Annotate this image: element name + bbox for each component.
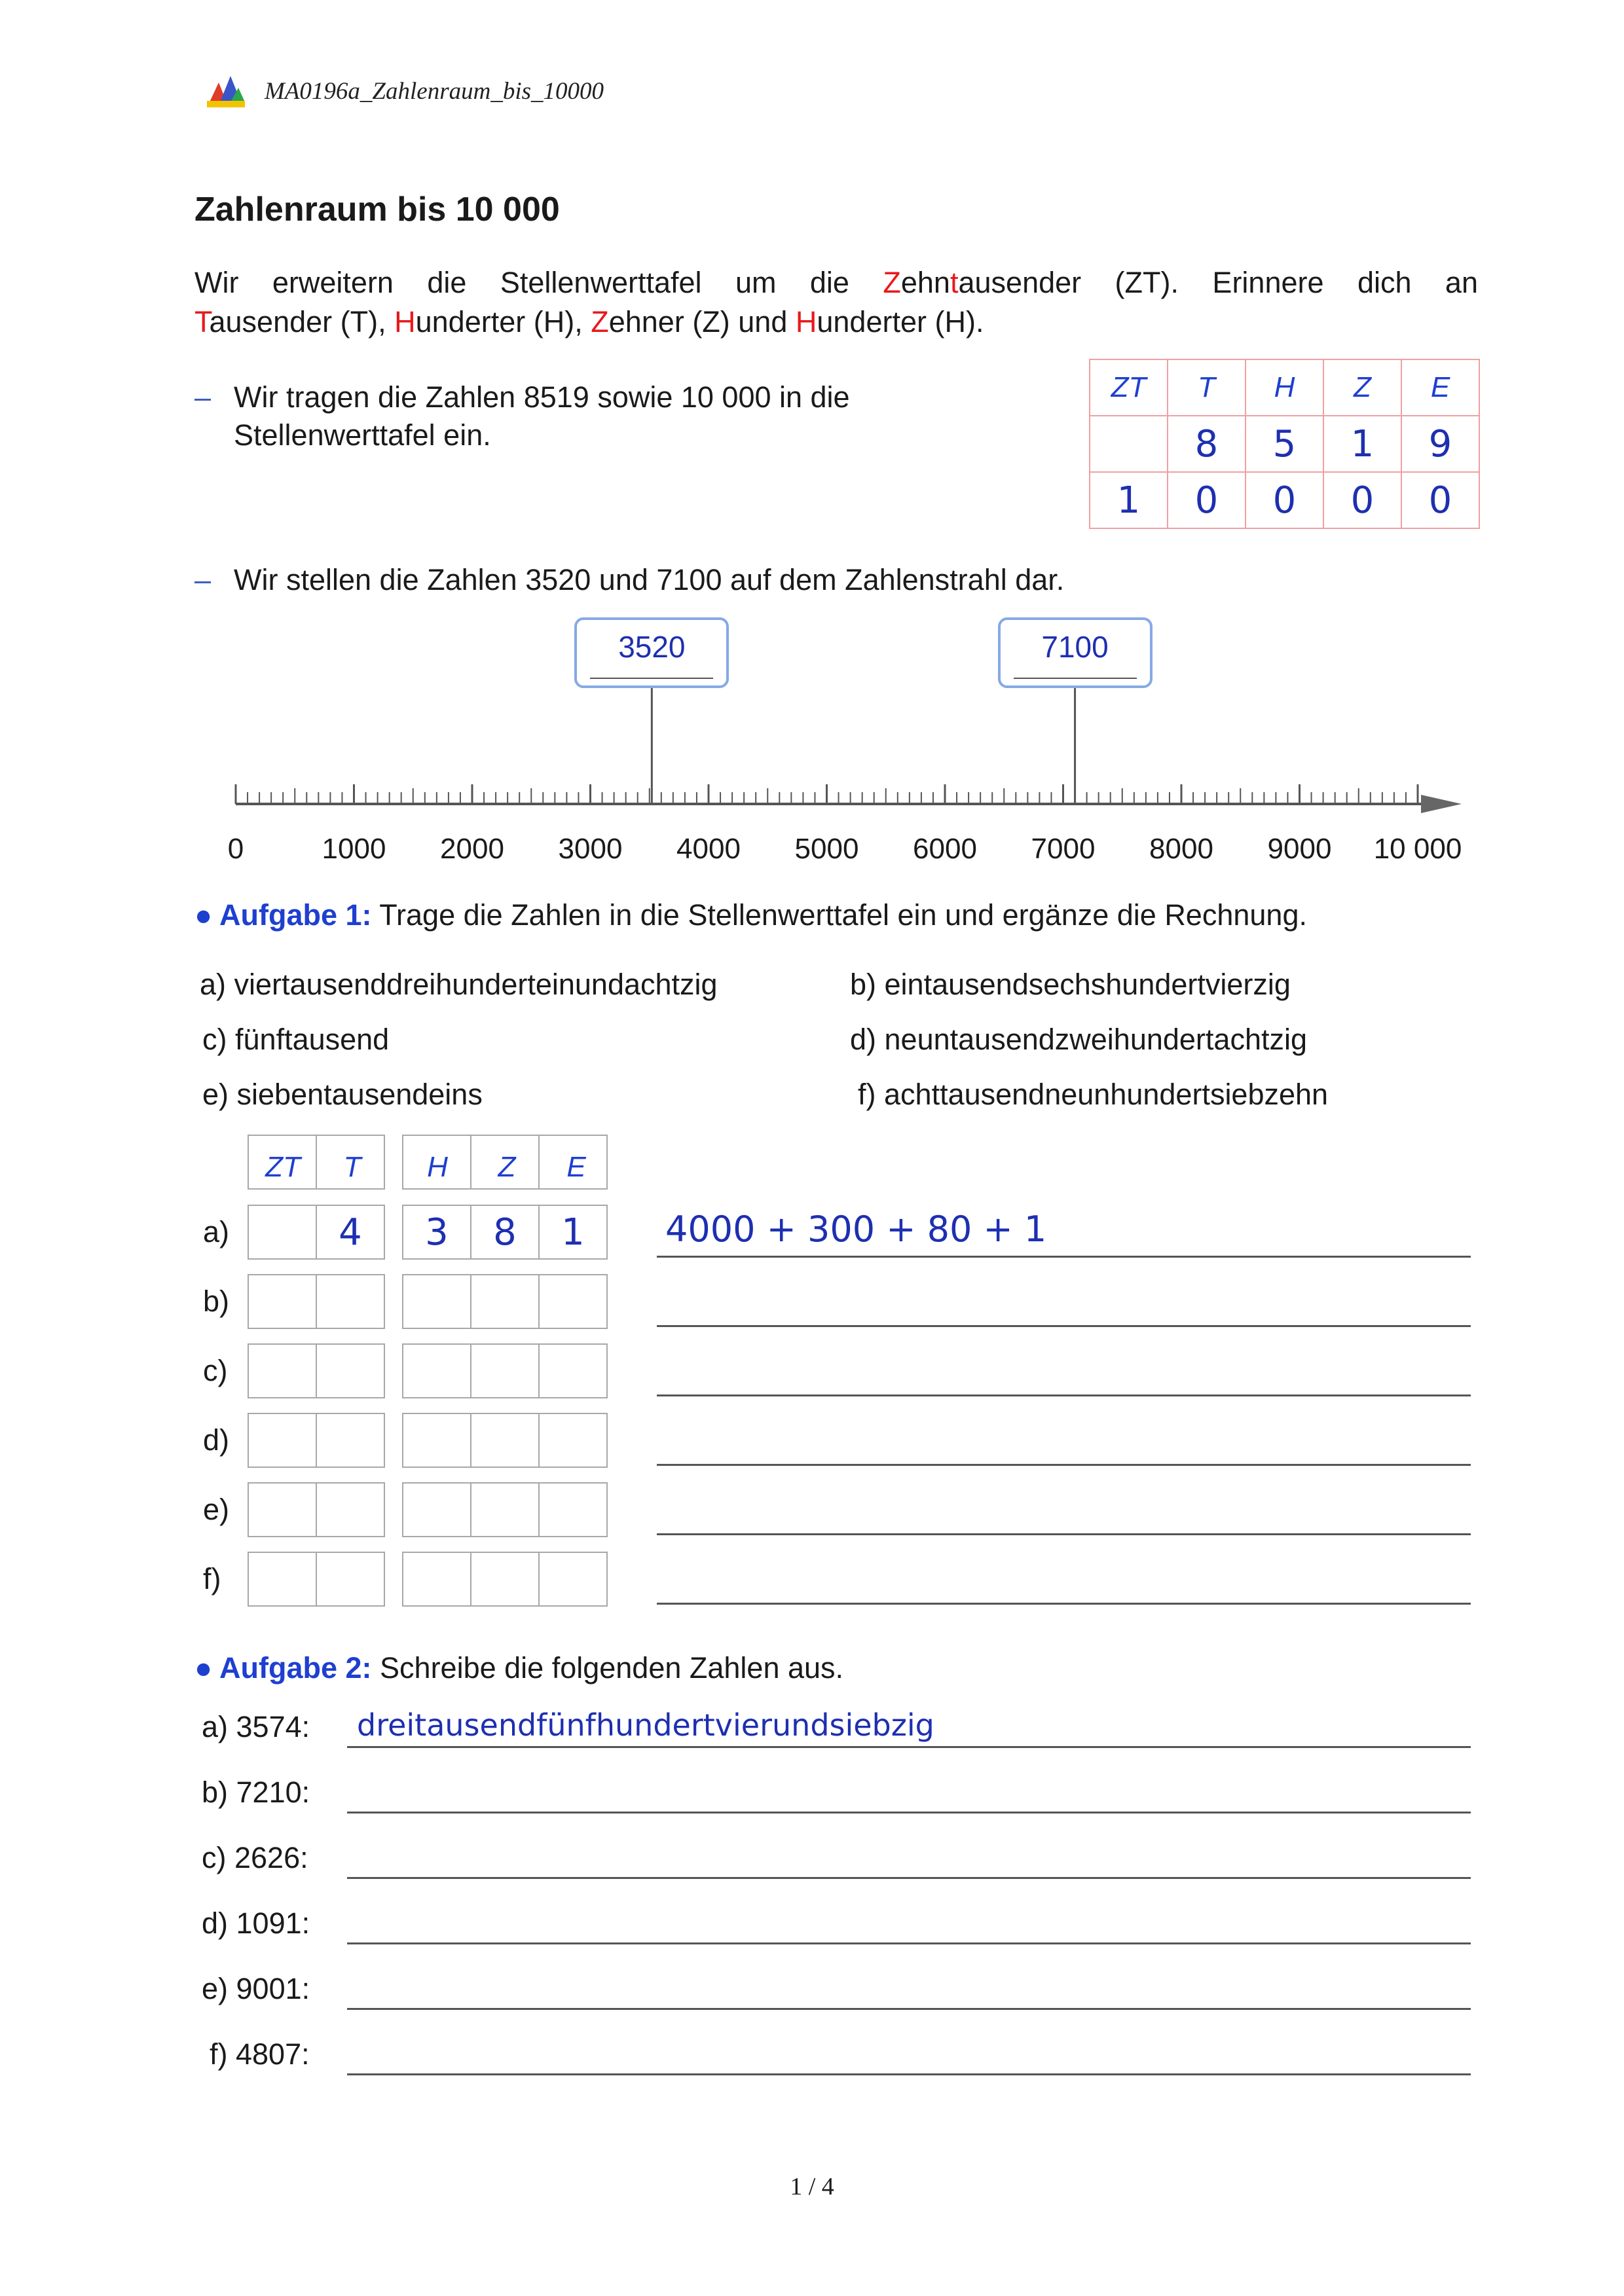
number-line bbox=[0, 0, 1624, 917]
grid-cell[interactable]: 3 bbox=[403, 1205, 471, 1259]
cell: 0 bbox=[1246, 472, 1323, 528]
grid-cell[interactable] bbox=[471, 1483, 539, 1537]
grid-cell[interactable] bbox=[471, 1275, 539, 1328]
task-1-place-grid bbox=[402, 1343, 608, 1398]
tick-label: 9000 bbox=[1267, 833, 1332, 865]
tick-label: 7000 bbox=[1031, 833, 1096, 865]
grid-cell[interactable] bbox=[248, 1344, 316, 1398]
task-2-prompt: f) 4807: bbox=[210, 2037, 310, 2071]
answer-text: dreitausendfünfhundertvierundsiebzig bbox=[357, 1707, 934, 1743]
page-title: Zahlenraum bis 10 000 bbox=[194, 191, 560, 228]
grid-cell[interactable] bbox=[471, 1413, 539, 1467]
marker-value: 3520 bbox=[618, 630, 686, 664]
page-number: 1 / 4 bbox=[790, 2173, 834, 2200]
grid-cell[interactable] bbox=[248, 1205, 316, 1259]
intro-line-1: Wir erweitern die Stellenwerttafel um die Zehntausender (ZT). Erinnere dich an bbox=[194, 266, 1478, 299]
grid-cell[interactable] bbox=[248, 1552, 316, 1606]
cell: 0 bbox=[1401, 472, 1479, 528]
grid-cell[interactable] bbox=[403, 1413, 471, 1467]
marker-value: 7100 bbox=[1041, 630, 1109, 664]
tick-label: 3000 bbox=[558, 833, 623, 865]
grid-cell[interactable] bbox=[248, 1483, 316, 1537]
task-2-prompt: e) 9001: bbox=[202, 1972, 310, 2005]
grid-cell[interactable] bbox=[403, 1552, 471, 1606]
grid-cell[interactable] bbox=[403, 1344, 471, 1398]
grid-header-h: H bbox=[427, 1151, 448, 1183]
grid-cell[interactable] bbox=[403, 1275, 471, 1328]
tick-label: 0 bbox=[227, 833, 244, 865]
marker-box bbox=[574, 617, 729, 688]
grid-cell[interactable] bbox=[403, 1483, 471, 1537]
task-1-place-grid bbox=[248, 1482, 385, 1537]
tick-label: 8000 bbox=[1149, 833, 1213, 865]
grid-header-zt: ZT bbox=[265, 1151, 301, 1183]
grid-cell[interactable] bbox=[316, 1413, 384, 1467]
grid-cell[interactable] bbox=[539, 1344, 607, 1398]
answer-line[interactable] bbox=[347, 1812, 1471, 1813]
grid-cell[interactable] bbox=[248, 1413, 316, 1467]
grid-cell[interactable] bbox=[316, 1483, 384, 1537]
document-code: MA0196a_Zahlenraum_bis_10000 bbox=[265, 78, 604, 105]
task-1-item-c: c) fünftausend bbox=[202, 1023, 390, 1056]
grid-header-box-left bbox=[248, 1135, 385, 1190]
task-1-row-label: a) bbox=[203, 1215, 230, 1248]
task-1-row-label: c) bbox=[203, 1354, 228, 1387]
header-h: H bbox=[1246, 359, 1323, 416]
task-2-prompt: b) 7210: bbox=[202, 1776, 310, 1809]
answer-line[interactable] bbox=[657, 1256, 1471, 1258]
cell: 5 bbox=[1246, 416, 1323, 472]
task-1-item-d: d) neuntausendzweihundertachtzig bbox=[850, 1023, 1307, 1056]
task-1-place-grid bbox=[402, 1552, 608, 1607]
task-1-row-label: d) bbox=[203, 1423, 230, 1457]
task-1-place-grid bbox=[248, 1205, 385, 1260]
tick-label: 1000 bbox=[322, 833, 386, 865]
tick-label: 5000 bbox=[794, 833, 859, 865]
answer-line[interactable] bbox=[347, 2008, 1471, 2010]
grid-cell[interactable] bbox=[539, 1552, 607, 1606]
answer-text: 4000 + 300 + 80 + 1 bbox=[665, 1209, 1047, 1250]
grid-cell[interactable] bbox=[248, 1275, 316, 1328]
answer-line[interactable] bbox=[657, 1464, 1471, 1466]
cell: 8 bbox=[1168, 416, 1246, 472]
task-1-place-grid bbox=[248, 1274, 385, 1329]
grid-cell[interactable]: 4 bbox=[316, 1205, 384, 1259]
tick-label: 4000 bbox=[676, 833, 741, 865]
grid-cell[interactable] bbox=[471, 1552, 539, 1606]
task-1-place-grid bbox=[402, 1482, 608, 1537]
grid-cell[interactable]: 8 bbox=[471, 1205, 539, 1259]
answer-line[interactable] bbox=[347, 1746, 1471, 1748]
intro-line-2: Tausender (T), Hunderter (H), Zehner (Z) und Hunderter (H). bbox=[194, 305, 984, 338]
cell: 9 bbox=[1401, 416, 1479, 472]
task-1-item-a: a) viertausenddreihunderteinundachtzig bbox=[200, 968, 718, 1001]
header-t: T bbox=[1168, 359, 1246, 416]
grid-header-t: T bbox=[343, 1151, 361, 1183]
cell: 1 bbox=[1090, 472, 1168, 528]
task-1-row-label: e) bbox=[203, 1493, 230, 1526]
header-e: E bbox=[1401, 359, 1479, 416]
tick-label: 2000 bbox=[440, 833, 504, 865]
task-1-row-label: f) bbox=[203, 1562, 221, 1595]
grid-cell[interactable] bbox=[316, 1552, 384, 1606]
grid-header-box-right bbox=[402, 1135, 608, 1190]
task-1-item-e: e) siebentausendeins bbox=[202, 1078, 483, 1111]
task-1-item-b: b) eintausendsechshundertvierzig bbox=[850, 968, 1291, 1001]
marker-box bbox=[998, 617, 1153, 688]
answer-line[interactable] bbox=[657, 1325, 1471, 1327]
answer-line[interactable] bbox=[657, 1394, 1471, 1396]
cell: 0 bbox=[1323, 472, 1401, 528]
task-2-prompt: d) 1091: bbox=[202, 1906, 310, 1940]
grid-cell[interactable] bbox=[539, 1483, 607, 1537]
answer-line[interactable] bbox=[347, 2073, 1471, 2075]
task-1-place-grid bbox=[248, 1413, 385, 1468]
header-zt: ZT bbox=[1090, 359, 1168, 416]
answer-line[interactable] bbox=[347, 1877, 1471, 1879]
task-2-prompt: c) 2626: bbox=[202, 1841, 308, 1874]
grid-header-e: E bbox=[566, 1151, 586, 1183]
task-1-place-grid bbox=[248, 1552, 385, 1607]
task-2-heading: ● Aufgabe 2: Schreibe die folgenden Zahlen aus. bbox=[194, 1651, 844, 1685]
task-2-prompt: a) 3574: bbox=[202, 1710, 310, 1743]
task-1-row-label: b) bbox=[203, 1285, 230, 1318]
grid-cell[interactable] bbox=[539, 1275, 607, 1328]
answer-line[interactable] bbox=[657, 1533, 1471, 1535]
tick-label: 10 000 bbox=[1373, 833, 1462, 865]
task-1-place-grid bbox=[402, 1205, 608, 1260]
arrow-right-icon bbox=[1421, 795, 1462, 813]
grid-cell[interactable] bbox=[316, 1344, 384, 1398]
task-1-heading: ● Aufgabe 1: Trage die Zahlen in die Stellenwerttafel ein und ergänze die Rechnung. bbox=[194, 898, 1307, 932]
grid-header-z: Z bbox=[498, 1151, 516, 1183]
grid-cell[interactable] bbox=[471, 1344, 539, 1398]
cell: 1 bbox=[1323, 416, 1401, 472]
answer-line[interactable] bbox=[347, 1942, 1471, 1944]
grid-cell[interactable] bbox=[316, 1275, 384, 1328]
task-1-place-grid bbox=[402, 1274, 608, 1329]
task-1-place-grid bbox=[402, 1413, 608, 1468]
grid-cell[interactable]: 1 bbox=[539, 1205, 607, 1259]
tick-label: 6000 bbox=[913, 833, 977, 865]
header-z: Z bbox=[1323, 359, 1401, 416]
cell: 0 bbox=[1168, 472, 1246, 528]
task-1-item-f: f) achttausendneunhundertsiebzehn bbox=[858, 1078, 1329, 1111]
grid-cell[interactable] bbox=[539, 1413, 607, 1467]
task-1-place-grid bbox=[248, 1343, 385, 1398]
answer-line[interactable] bbox=[657, 1603, 1471, 1605]
